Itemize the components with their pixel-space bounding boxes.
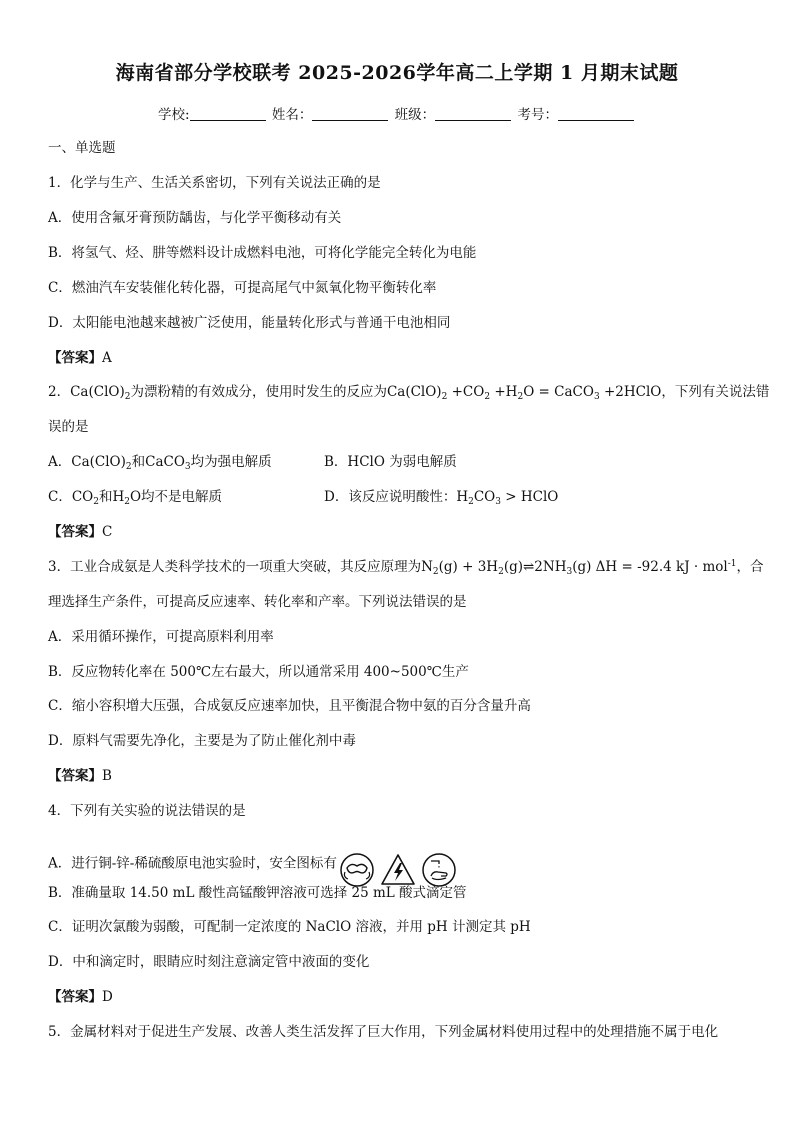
q1-option-a: A．使用含氟牙膏预防龋齿，与化学平衡移动有关 xyxy=(48,210,342,226)
exam-title: 海南省部分学校联考 2025-2026学年高二上学期 1 月期末试题 xyxy=(115,62,679,84)
q4-option-c: C．证明次氯酸为弱酸，可配制一定浓度的 NaClO 溶液，并用 pH 计测定其 pH xyxy=(48,919,531,935)
q1-stem: 1．化学与生产、生活关系密切，下列有关说法正确的是 xyxy=(48,175,381,191)
q4-option-a: A．进行铜-锌-稀硫酸原电池实验时，安全图标有 xyxy=(48,852,457,888)
q3-option-b: B．反应物转化率在 500℃左右最大，所以通常采用 400~500℃生产 xyxy=(48,664,469,680)
school-blank[interactable] xyxy=(190,107,266,121)
safety-icons xyxy=(339,852,458,888)
class-blank[interactable] xyxy=(435,107,511,121)
class-label: 班级： xyxy=(394,107,436,123)
q4-stem: 4．下列有关实验的说法错误的是 xyxy=(48,803,246,819)
q2-answer: 【答案】C xyxy=(48,524,113,540)
q2-stem-line2: 误的是 xyxy=(48,419,89,435)
q2-option-a: A．$Ca(ClO)_2$和CaCO$_3$均为强电解质 xyxy=(48,454,272,472)
q1-answer: 【答案】A xyxy=(48,350,112,366)
q3-option-c: C．缩小容积增大压强，合成氨反应速率加快，且平衡混合物中氨的百分含量升高 xyxy=(48,698,531,714)
q4-option-d: D．中和滴定时，眼睛应时刻注意滴定管中液面的变化 xyxy=(48,954,370,970)
q1-option-d: D．太阳能电池越来越被广泛使用，能量转化形式与普通干电池相同 xyxy=(48,315,451,331)
q3-stem-line2: 理选择生产条件，可提高反应速率、转化率和产率。下列说法错误的是 xyxy=(48,594,467,610)
name-label: 姓名： xyxy=(271,107,313,123)
q4-answer: 【答案】D xyxy=(48,989,113,1005)
q1-option-b: B．将氢气、烃、肼等燃料设计成燃料电池，可将化学能完全转化为电能 xyxy=(48,245,477,261)
q2-option-d: D．该反应说明酸性：$H_2CO_3$ > HClO xyxy=(324,489,559,507)
q1-option-c: C．燃油汽车安装催化转化器，可提高尾气中氮氧化物平衡转化率 xyxy=(48,280,437,296)
section-heading: 一、单选题 xyxy=(48,140,116,156)
school-label: 学校: xyxy=(158,107,190,123)
q3-option-d: D．原料气需要先净化，主要是为了防止催化剂中毒 xyxy=(48,733,356,749)
q3-option-a: A．采用循环操作，可提高原料利用率 xyxy=(48,629,274,645)
q2-stem: 2．$Ca(ClO)_2$为漂粉精的有效成分，使用时发生的反应为$Ca(ClO)_2 +CO_2 +H_2O$ = CaCO$_3$ +2HClO，下列有关说法错 xyxy=(48,384,770,402)
q3-stem: 3．工业合成氨是人类科学技术的一项重大突破，其反应原理为$N_2(g)$ + $3H_2(g)\rightleftharpoons 2NH_3(g) \Delta H = -92.4$ kJ · mol$^{-1}$，合 xyxy=(48,559,764,577)
hand-wash-icon xyxy=(421,852,457,888)
student-info-line xyxy=(0,103,794,123)
goggles-icon xyxy=(339,852,375,888)
q2-option-c: C．$CO_2$和$H_2O$均不是电解质 xyxy=(48,489,223,507)
id-blank[interactable] xyxy=(558,107,634,121)
q2-option-b: B．HClO 为弱电解质 xyxy=(324,454,457,470)
name-blank[interactable] xyxy=(312,107,388,121)
id-label: 考号： xyxy=(517,107,558,123)
q5-stem: 5．金属材料对于促进生产发展、改善人类生活发挥了巨大作用，下列金属材料使用过程中的处理措施不属于电化 xyxy=(48,1024,719,1040)
q3-answer: 【答案】B xyxy=(48,768,112,784)
electric-hazard-icon xyxy=(379,852,417,888)
q4-option-b: B．准确量取 14.50 mL 酸性高锰酸钾溶液可选择 25 mL 酸式滴定管 xyxy=(48,885,467,901)
